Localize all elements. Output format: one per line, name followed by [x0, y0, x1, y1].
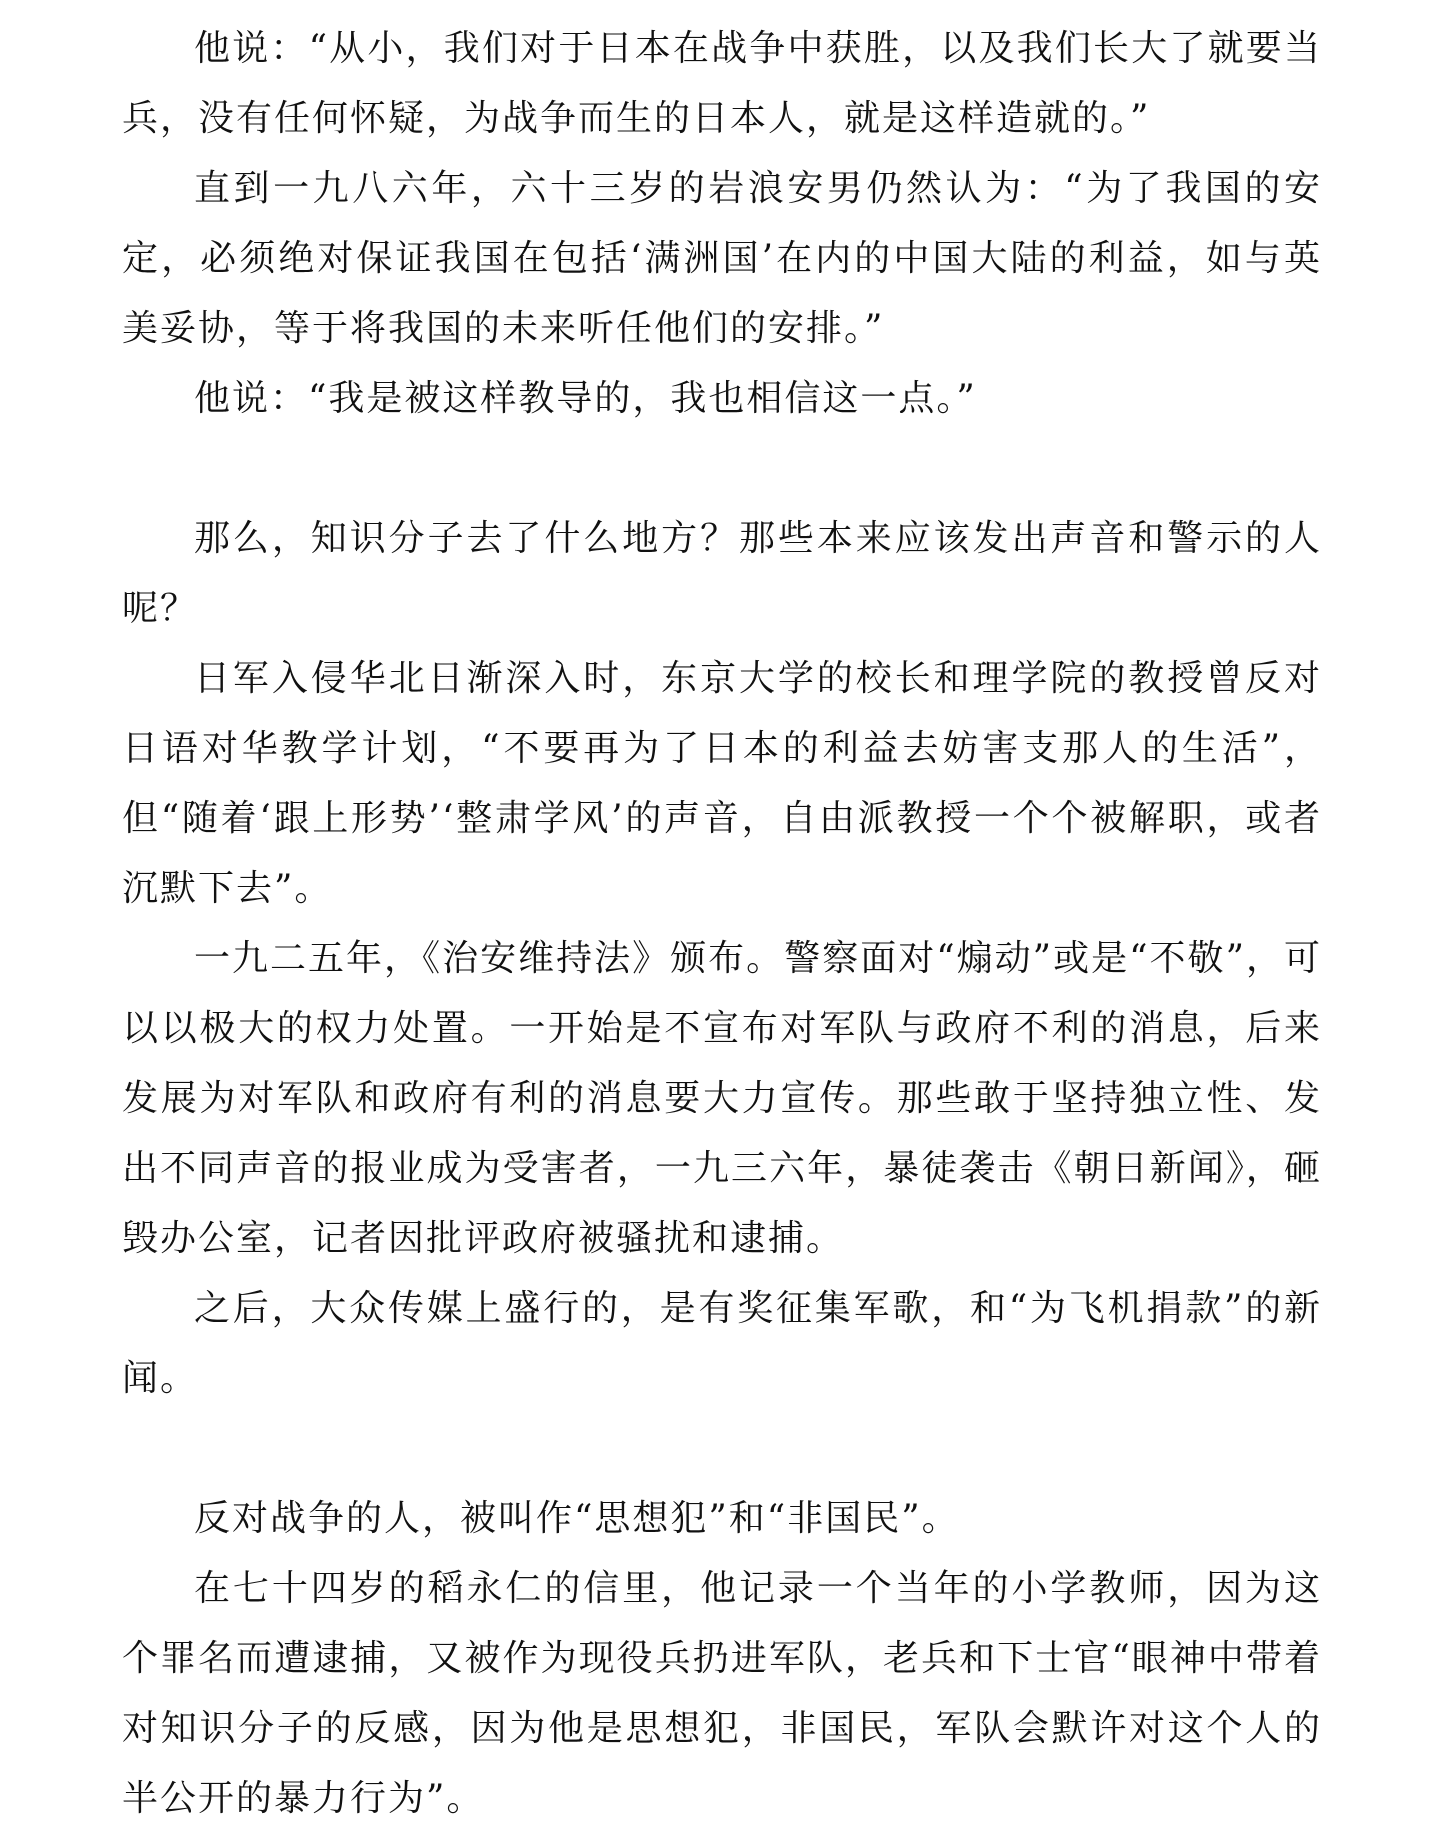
- section-gap: [122, 1414, 1322, 1484]
- paragraph-1: 他说：“从小，我们对于日本在战争中获胜，以及我们长大了就要当兵，没有任何怀疑，为战争而生的日本人，就是这样造就的。”: [122, 28, 1322, 139]
- paragraph-8: 反对战争的人，被叫作“思想犯”和“非国民”。: [194, 1498, 960, 1539]
- document-page: [122, 14, 1322, 1834]
- paragraph-7: 之后，大众传媒上盛行的，是有奖征集军歌，和“为飞机捐款”的新闻。: [122, 1288, 1322, 1399]
- paragraph-3: 他说：“我是被这样教导的，我也相信这一点。”: [194, 378, 977, 419]
- paragraph-6: 一九二五年，《治安维持法》颁布。警察面对“煽动”或是“不敬”，可以以极大的权力处置。一开始是不宣布对军队与政府不利的消息，后来发展为对军队和政府有利的消息要大力宣传。那些敢于坚持独立性、发出不同声音的报业成为受害者，一九三六年，暴徒袭击《朝日新闻》，砸毁办公室，记者因批评政府被骚扰和逮捕。: [122, 938, 1322, 1259]
- section-gap: [122, 434, 1322, 504]
- paragraph-9: 在七十四岁的稻永仁的信里，他记录一个当年的小学教师，因为这个罪名而遭逮捕，又被作为现役兵扔进军队，老兵和下士官“眼神中带着对知识分子的反感，因为他是思想犯，非国民，军队会默许对这个人的半公开的暴力行为”。: [122, 1568, 1322, 1819]
- paragraph-2: 直到一九八六年，六十三岁的岩浪安男仍然认为：“为了我国的安定，必须绝对保证我国在包括‘满洲国’在内的中国大陆的利益，如与英美妥协，等于将我国的未来听任他们的安排。”: [122, 168, 1322, 349]
- paragraph-5: 日军入侵华北日渐深入时，东京大学的校长和理学院的教授曾反对日语对华教学计划，“不要再为了日本的利益去妨害支那人的生活”，但“随着‘跟上形势’‘整肃学风’的声音，自由派教授一个个被解职，或者沉默下去”。: [122, 658, 1322, 909]
- paragraph-4: 那么，知识分子去了什么地方？那些本来应该发出声音和警示的人呢？: [122, 518, 1322, 629]
